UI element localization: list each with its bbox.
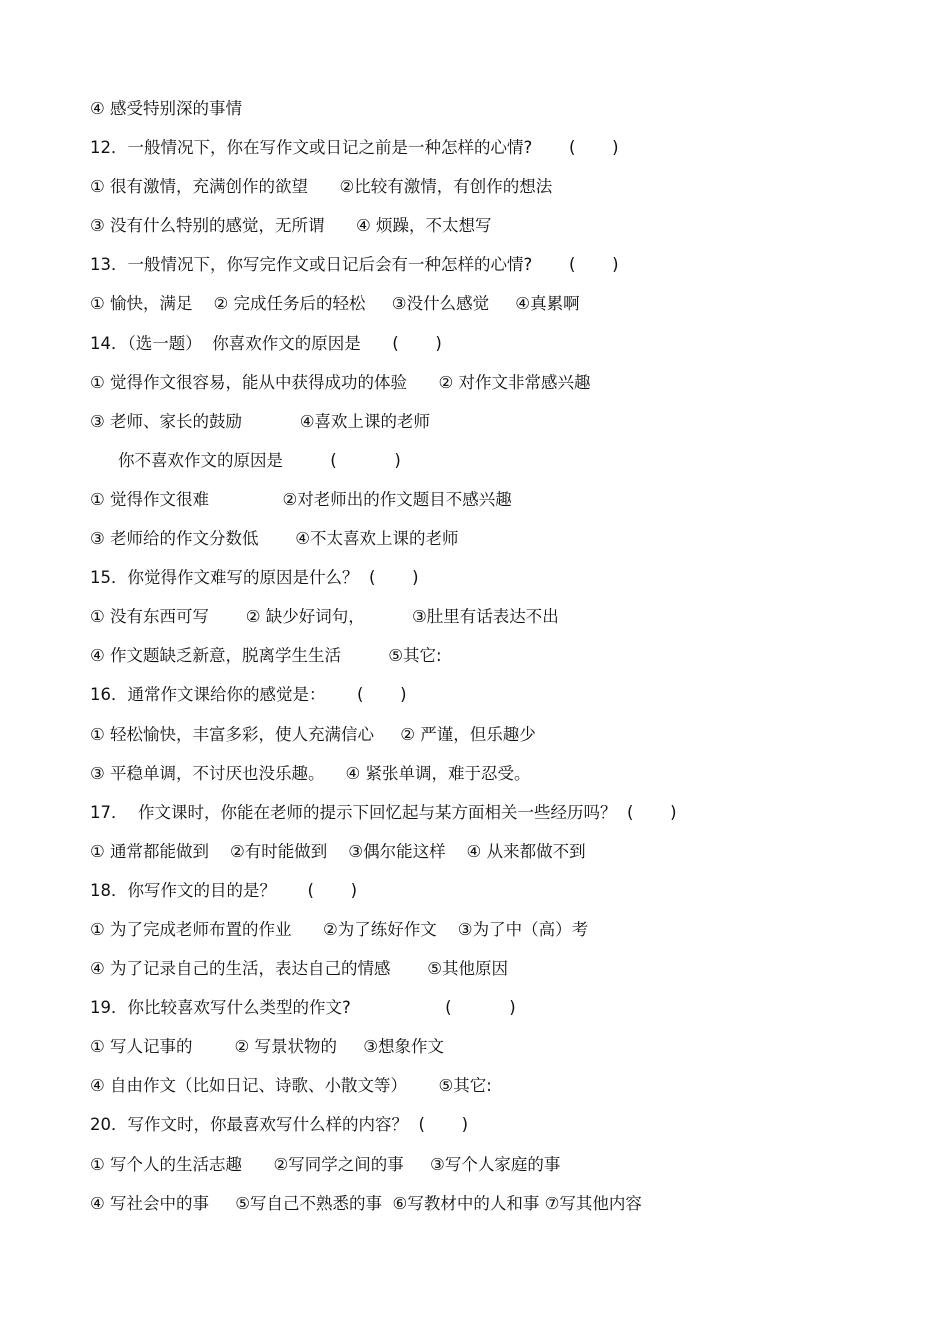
options-q19-a: ① 写人记事的 ② 写景状物的 ③想象作文 — [90, 1037, 445, 1057]
options-q12-b: ③ 没有什么特别的感觉，无所谓 ④ 烦躁，不太想写 — [90, 216, 492, 236]
options-q13: ① 愉快，满足 ② 完成任务后的轻松 ③没什么感觉 ④真累啊 — [90, 294, 580, 314]
option-line-q11-4: ④ 感受特别深的事情 — [90, 99, 243, 118]
question-17: 17． 作文课时，你能在老师的提示下回忆起与某方面相关一些经历吗？ ( ) — [90, 802, 677, 822]
options-q16-b: ③ 平稳单调，不讨厌也没乐趣。 ④ 紧张单调，难于忍受。 — [90, 763, 531, 783]
question-14: 14．（选一题） 你喜欢作文的原因是 ( ) — [90, 333, 442, 353]
options-q18-b: ④ 为了记录自己的生活，表达自己的情感 ⑤其他原因 — [90, 959, 509, 979]
survey-page — [90, 96, 910, 1230]
question-19: 19．你比较喜欢写什么类型的作文? ( ) — [90, 998, 516, 1018]
options-q19-b: ④ 自由作文（比如日记、诗歌、小散文等） ⑤其它: — [90, 1076, 492, 1096]
options-q17: ① 通常都能做到 ②有时能做到 ③偶尔能这样 ④ 从来都做不到 — [90, 841, 586, 861]
question-16: 16．通常作文课给你的感觉是： ( ) — [90, 685, 407, 705]
question-20: 20．写作文时，你最喜欢写什么样的内容？ ( ) — [90, 1115, 469, 1135]
options-q15-a: ① 没有东西可写 ② 缺少好词句， ③肚里有话表达不出 — [90, 607, 559, 627]
options-q15-b: ④ 作文题缺乏新意，脱离学生生活 ⑤其它: — [90, 646, 442, 666]
options-q14-b: ③ 老师、家长的鼓励 ④喜欢上课的老师 — [90, 411, 431, 431]
options-q12-a: ① 很有激情，充满创作的欲望 ②比较有激情，有创作的想法 — [90, 177, 553, 197]
question-15: 15．你觉得作文难写的原因是什么？ ( ) — [90, 568, 419, 588]
options-q20-b: ④ 写社会中的事 ⑤写自己不熟悉的事 ⑥写教材中的人和事 ⑦写其他内容 — [90, 1193, 642, 1213]
question-18: 18．你写作文的目的是？ ( ) — [90, 880, 358, 900]
question-12: 12．一般情况下，你在写作文或日记之前是一种怎样的心情? ( ) — [90, 138, 619, 158]
options-q18-a: ① 为了完成老师布置的作业 ②为了练好作文 ③为了中（高）考 — [90, 919, 589, 939]
options-q16-a: ① 轻松愉快，丰富多彩，使人充满信心 ② 严谨，但乐趣少 — [90, 724, 536, 744]
options-q14-alt-b: ③ 老师给的作文分数低 ④不太喜欢上课的老师 — [90, 529, 459, 549]
options-q14-a: ① 觉得作文很容易，能从中获得成功的体验 ② 对作文非常感兴趣 — [90, 372, 591, 392]
options-q14-alt-a: ① 觉得作文很难 ②对老师出的作文题目不感兴趣 — [90, 489, 512, 509]
question-14-alt: 你不喜欢作文的原因是 ( ) — [118, 450, 401, 470]
question-13: 13．一般情况下，你写完作文或日记后会有一种怎样的心情? ( ) — [90, 255, 619, 275]
options-q20-a: ① 写个人的生活志趣 ②写同学之间的事 ③写个人家庭的事 — [90, 1154, 561, 1174]
